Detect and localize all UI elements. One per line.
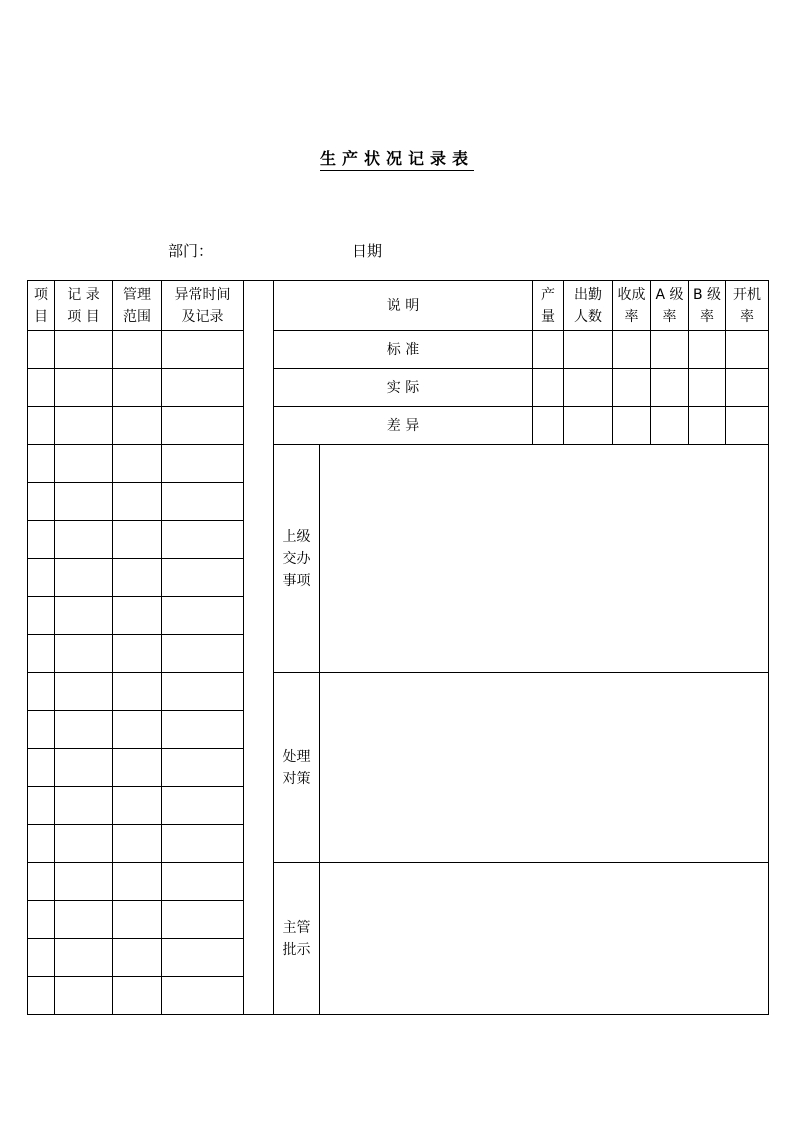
cell-record-item[interactable] bbox=[55, 673, 113, 711]
header-b-grade bbox=[689, 281, 726, 331]
cell-yield-rate[interactable] bbox=[613, 331, 651, 369]
cell-abnormal[interactable] bbox=[162, 825, 244, 863]
header-a-grade-line2: 率 bbox=[662, 309, 677, 325]
cell-item[interactable] bbox=[28, 901, 55, 939]
header-yield-rate bbox=[613, 281, 651, 331]
cell-item[interactable] bbox=[28, 483, 55, 521]
header-output-line2: 量 bbox=[541, 309, 556, 325]
cell-record-item[interactable] bbox=[55, 369, 113, 407]
cell-record-item[interactable] bbox=[55, 863, 113, 901]
section-handling-line2: 对策 bbox=[282, 770, 311, 787]
section-handling-content[interactable] bbox=[320, 673, 769, 863]
cell-record-item[interactable] bbox=[55, 825, 113, 863]
cell-abnormal[interactable] bbox=[162, 863, 244, 901]
section-supervisor-label bbox=[274, 863, 320, 1015]
cell-abnormal[interactable] bbox=[162, 711, 244, 749]
table-row bbox=[28, 407, 769, 445]
metric-variance-label: 差 异 bbox=[274, 407, 533, 445]
cell-record-item[interactable] bbox=[55, 787, 113, 825]
header-record-item-line2: 项 目 bbox=[67, 309, 100, 325]
cell-a-grade[interactable] bbox=[651, 369, 689, 407]
header-mgmt-scope-line2: 范围 bbox=[123, 309, 151, 325]
cell-item[interactable] bbox=[28, 521, 55, 559]
cell-abnormal[interactable] bbox=[162, 445, 244, 483]
cell-item[interactable] bbox=[28, 825, 55, 863]
header-output bbox=[533, 281, 564, 331]
cell-mgmt-scope[interactable] bbox=[113, 369, 162, 407]
cell-a-grade[interactable] bbox=[651, 331, 689, 369]
header-yield-rate-line2: 率 bbox=[624, 309, 639, 325]
cell-abnormal[interactable] bbox=[162, 939, 244, 977]
cell-b-grade[interactable] bbox=[689, 407, 726, 445]
cell-mgmt-scope[interactable] bbox=[113, 597, 162, 635]
cell-mgmt-scope[interactable] bbox=[113, 977, 162, 1015]
cell-mgmt-scope[interactable] bbox=[113, 521, 162, 559]
cell-item[interactable] bbox=[28, 711, 55, 749]
header-record-item-line1: 记 录 bbox=[67, 287, 100, 303]
header-uptime bbox=[726, 281, 769, 331]
table-row bbox=[28, 445, 769, 483]
cell-record-item[interactable] bbox=[55, 597, 113, 635]
cell-mgmt-scope[interactable] bbox=[113, 901, 162, 939]
cell-mgmt-scope[interactable] bbox=[113, 863, 162, 901]
cell-item[interactable] bbox=[28, 635, 55, 673]
cell-output[interactable] bbox=[533, 407, 564, 445]
cell-item[interactable] bbox=[28, 407, 55, 445]
header-record-item bbox=[55, 281, 113, 331]
cell-abnormal[interactable] bbox=[162, 977, 244, 1015]
cell-item[interactable] bbox=[28, 331, 55, 369]
cell-uptime[interactable] bbox=[726, 369, 769, 407]
cell-yield-rate[interactable] bbox=[613, 407, 651, 445]
cell-record-item[interactable] bbox=[55, 559, 113, 597]
cell-a-grade[interactable] bbox=[651, 407, 689, 445]
cell-uptime[interactable] bbox=[726, 407, 769, 445]
cell-record-item[interactable] bbox=[55, 635, 113, 673]
header-b-grade-line2: 率 bbox=[700, 309, 715, 325]
cell-output[interactable] bbox=[533, 369, 564, 407]
section-superior-line2: 交办 bbox=[282, 550, 311, 567]
spacer-column bbox=[244, 281, 274, 1015]
page-title-text: 生产状况记录表 bbox=[320, 149, 474, 171]
table-row bbox=[28, 369, 769, 407]
cell-item[interactable] bbox=[28, 559, 55, 597]
cell-yield-rate[interactable] bbox=[613, 369, 651, 407]
cell-mgmt-scope[interactable] bbox=[113, 825, 162, 863]
metric-standard-label: 标 准 bbox=[274, 331, 533, 369]
section-superior-line3: 事项 bbox=[282, 572, 311, 589]
cell-item[interactable] bbox=[28, 749, 55, 787]
cell-record-item[interactable] bbox=[55, 977, 113, 1015]
cell-abnormal[interactable] bbox=[162, 559, 244, 597]
cell-abnormal[interactable] bbox=[162, 483, 244, 521]
cell-record-item[interactable] bbox=[55, 939, 113, 977]
cell-item[interactable] bbox=[28, 597, 55, 635]
header-item-line2: 目 bbox=[34, 309, 48, 325]
header-b-grade-line1: B 级 bbox=[692, 287, 722, 303]
cell-mgmt-scope[interactable] bbox=[113, 559, 162, 597]
cell-mgmt-scope[interactable] bbox=[113, 749, 162, 787]
cell-attendance[interactable] bbox=[564, 369, 613, 407]
section-superior-content[interactable] bbox=[320, 445, 769, 673]
cell-abnormal[interactable] bbox=[162, 369, 244, 407]
header-a-grade bbox=[651, 281, 689, 331]
cell-mgmt-scope[interactable] bbox=[113, 939, 162, 977]
cell-output[interactable] bbox=[533, 331, 564, 369]
header-abnormal-line1: 异常时间 bbox=[174, 287, 231, 303]
cell-item[interactable] bbox=[28, 787, 55, 825]
metric-actual-label: 实 际 bbox=[274, 369, 533, 407]
cell-b-grade[interactable] bbox=[689, 331, 726, 369]
header-attendance-line2: 人数 bbox=[574, 309, 603, 325]
header-desc: 说 明 bbox=[274, 281, 533, 331]
header-uptime-line2: 率 bbox=[740, 309, 755, 325]
date-label: 日期 bbox=[352, 242, 383, 260]
header-mgmt-scope bbox=[113, 281, 162, 331]
cell-abnormal[interactable] bbox=[162, 749, 244, 787]
section-handling-line1: 处理 bbox=[282, 748, 311, 765]
table-row bbox=[28, 331, 769, 369]
cell-mgmt-scope[interactable] bbox=[113, 673, 162, 711]
cell-record-item[interactable] bbox=[55, 901, 113, 939]
cell-mgmt-scope[interactable] bbox=[113, 445, 162, 483]
section-supervisor-content[interactable] bbox=[320, 863, 769, 1015]
cell-mgmt-scope[interactable] bbox=[113, 787, 162, 825]
cell-record-item[interactable] bbox=[55, 521, 113, 559]
cell-item[interactable] bbox=[28, 369, 55, 407]
cell-item[interactable] bbox=[28, 939, 55, 977]
cell-abnormal[interactable] bbox=[162, 597, 244, 635]
cell-attendance[interactable] bbox=[564, 407, 613, 445]
header-item-line1: 项 bbox=[34, 287, 48, 303]
section-supervisor-line1: 主管 bbox=[282, 919, 311, 936]
cell-uptime[interactable] bbox=[726, 331, 769, 369]
header-output-line1: 产 bbox=[541, 287, 556, 303]
header-attendance bbox=[564, 281, 613, 331]
section-superior-line1: 上级 bbox=[282, 528, 311, 545]
cell-record-item[interactable] bbox=[55, 445, 113, 483]
table-row bbox=[28, 673, 769, 711]
cell-abnormal[interactable] bbox=[162, 521, 244, 559]
header-abnormal-line2: 及记录 bbox=[181, 309, 224, 325]
cell-abnormal[interactable] bbox=[162, 635, 244, 673]
header-yield-rate-line1: 收成 bbox=[617, 287, 646, 303]
cell-item[interactable] bbox=[28, 673, 55, 711]
header-abnormal bbox=[162, 281, 244, 331]
cell-item[interactable] bbox=[28, 445, 55, 483]
cell-mgmt-scope[interactable] bbox=[113, 635, 162, 673]
cell-b-grade[interactable] bbox=[689, 369, 726, 407]
production-record-table bbox=[27, 280, 769, 1015]
cell-attendance[interactable] bbox=[564, 331, 613, 369]
cell-record-item[interactable] bbox=[55, 331, 113, 369]
cell-item[interactable] bbox=[28, 863, 55, 901]
cell-mgmt-scope[interactable] bbox=[113, 407, 162, 445]
page-title bbox=[0, 146, 794, 169]
cell-record-item[interactable] bbox=[55, 407, 113, 445]
table-row bbox=[28, 863, 769, 901]
header-item bbox=[28, 281, 55, 331]
cell-record-item[interactable] bbox=[55, 749, 113, 787]
cell-record-item[interactable] bbox=[55, 711, 113, 749]
cell-abnormal[interactable] bbox=[162, 407, 244, 445]
department-label: 部门： bbox=[168, 242, 214, 260]
header-mgmt-scope-line1: 管理 bbox=[123, 287, 151, 303]
header-uptime-line1: 开机 bbox=[733, 287, 762, 303]
section-superior-label bbox=[274, 445, 320, 673]
cell-abnormal[interactable] bbox=[162, 787, 244, 825]
cell-item[interactable] bbox=[28, 977, 55, 1015]
cell-record-item[interactable] bbox=[55, 483, 113, 521]
header-attendance-line1: 出勤 bbox=[574, 287, 603, 303]
section-handling-label bbox=[274, 673, 320, 863]
header-row bbox=[28, 281, 769, 331]
cell-abnormal[interactable] bbox=[162, 901, 244, 939]
section-supervisor-line2: 批示 bbox=[282, 941, 311, 958]
cell-mgmt-scope[interactable] bbox=[113, 483, 162, 521]
cell-mgmt-scope[interactable] bbox=[113, 711, 162, 749]
cell-mgmt-scope[interactable] bbox=[113, 331, 162, 369]
cell-abnormal[interactable] bbox=[162, 331, 244, 369]
cell-abnormal[interactable] bbox=[162, 673, 244, 711]
header-a-grade-line1: A 级 bbox=[655, 287, 684, 303]
